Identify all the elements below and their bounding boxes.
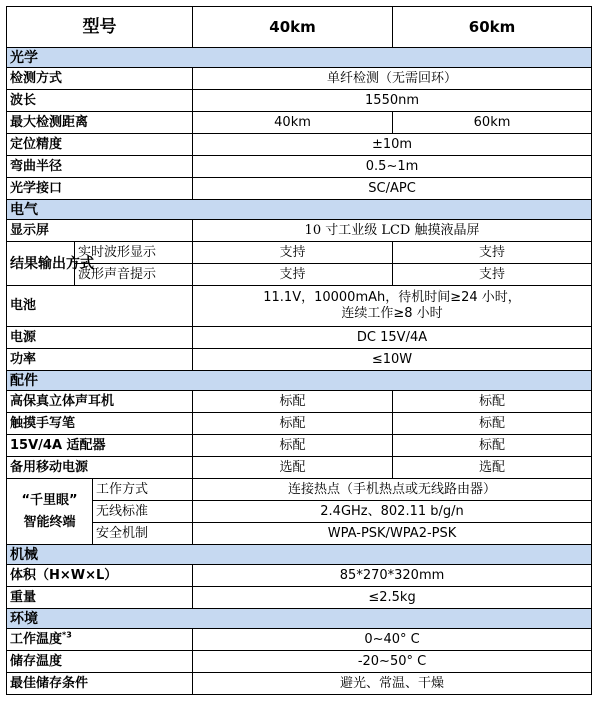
row-label: 检测方式 [7, 68, 193, 90]
row-headset [7, 391, 592, 413]
row-value: 10 寸工业级 LCD 触摸液晶屏 [193, 220, 592, 242]
operating-temp-label: 工作温度 [10, 631, 63, 647]
row-battery [7, 286, 592, 327]
row-adapter [7, 435, 592, 457]
row-volume [7, 565, 592, 587]
row-value: 单纤检测（无需回环） [193, 68, 592, 90]
row-sublabel: 无线标准 [93, 501, 193, 523]
terminal-label-line-1: “千里眼” [21, 492, 78, 508]
section-title: 电气 [7, 200, 592, 220]
row-label: 光学接口 [7, 178, 193, 200]
smart-terminal-label [7, 479, 93, 545]
spec-table [6, 6, 592, 695]
section-environment [7, 609, 592, 629]
row-value: WPA-PSK/WPA2-PSK [193, 523, 592, 545]
row-value-60km: 支持 [393, 242, 592, 264]
section-mechanical [7, 545, 592, 565]
row-value: 0~40° C [193, 629, 592, 651]
row-label: 定位精度 [7, 134, 193, 156]
section-accessories [7, 371, 592, 391]
row-security [7, 523, 592, 545]
row-power-bank [7, 457, 592, 479]
row-value: 85*270*320mm [193, 565, 592, 587]
row-terminal-mode [7, 479, 592, 501]
section-electric [7, 200, 592, 220]
row-label: 波长 [7, 90, 193, 112]
row-bend-radius [7, 156, 592, 178]
row-label: 重量 [7, 587, 193, 609]
row-label: 最大检测距离 [7, 112, 193, 134]
section-title: 机械 [7, 545, 592, 565]
row-detect-method [7, 68, 592, 90]
row-value: 0.5~1m [193, 156, 592, 178]
row-value: ≤10W [193, 349, 592, 371]
row-value: 1550nm [193, 90, 592, 112]
row-value: DC 15V/4A [193, 327, 592, 349]
terminal-label-line-2: 智能终端 [23, 514, 76, 530]
row-value: SC/APC [193, 178, 592, 200]
section-title: 配件 [7, 371, 592, 391]
section-title: 光学 [7, 48, 592, 68]
header-model: 型号 [7, 7, 193, 48]
battery-line-2: 连续工作≥8 小时 [341, 306, 443, 321]
row-operating-temp [7, 629, 592, 651]
row-value: -20~50° C [193, 651, 592, 673]
row-value [193, 286, 592, 327]
row-value-40km: 标配 [193, 391, 393, 413]
row-weight [7, 587, 592, 609]
row-value-60km: 标配 [393, 391, 592, 413]
section-optics [7, 48, 592, 68]
row-value-60km: 标配 [393, 413, 592, 435]
row-wireless-standard [7, 501, 592, 523]
row-max-distance [7, 112, 592, 134]
row-value-60km: 支持 [393, 264, 592, 286]
row-label: 触摸手写笔 [7, 413, 193, 435]
row-label: 15V/4A 适配器 [7, 435, 193, 457]
row-label: 备用移动电源 [7, 457, 193, 479]
row-label: 最佳储存条件 [7, 673, 193, 695]
row-label: 体积（H×W×L） [7, 565, 193, 587]
row-wavelength [7, 90, 592, 112]
row-label: 高保真立体声耳机 [7, 391, 193, 413]
row-realtime-waveform [7, 242, 592, 264]
row-value-40km: 支持 [193, 264, 393, 286]
row-value-40km: 标配 [193, 413, 393, 435]
row-value-60km: 60km [393, 112, 592, 134]
row-optical-port [7, 178, 592, 200]
row-value-40km: 40km [193, 112, 393, 134]
row-value-60km: 选配 [393, 457, 592, 479]
row-value-60km: 标配 [393, 435, 592, 457]
header-row [7, 7, 592, 48]
row-display [7, 220, 592, 242]
row-value: 避光、常温、干燥 [193, 673, 592, 695]
output-method-label: 结果输出方式 [7, 242, 75, 286]
row-sublabel: 安全机制 [93, 523, 193, 545]
row-label: 功率 [7, 349, 193, 371]
row-label: 储存温度 [7, 651, 193, 673]
row-label: 电源 [7, 327, 193, 349]
row-power-supply [7, 327, 592, 349]
row-value-40km: 选配 [193, 457, 393, 479]
header-col-40km: 40km [193, 7, 393, 48]
row-label: 显示屏 [7, 220, 193, 242]
row-label: 电池 [7, 286, 193, 327]
row-storage-temp [7, 651, 592, 673]
row-value: ≤2.5kg [193, 587, 592, 609]
row-stylus [7, 413, 592, 435]
header-col-60km: 60km [393, 7, 592, 48]
section-title: 环境 [7, 609, 592, 629]
row-power-consumption [7, 349, 592, 371]
row-sublabel: 实时波形显示 [75, 242, 193, 264]
row-storage-conditions [7, 673, 592, 695]
footnote-mark: *3 [62, 630, 72, 640]
row-precision [7, 134, 592, 156]
row-sublabel: 波形声音提示 [75, 264, 193, 286]
row-sublabel: 工作方式 [93, 479, 193, 501]
row-label: 弯曲半径 [7, 156, 193, 178]
row-label [7, 629, 193, 651]
row-value: 连接热点（手机热点或无线路由器） [193, 479, 592, 501]
row-value-40km: 支持 [193, 242, 393, 264]
row-waveform-sound [7, 264, 592, 286]
row-value: 2.4GHz、802.11 b/g/n [193, 501, 592, 523]
row-value: ±10m [193, 134, 592, 156]
row-value-40km: 标配 [193, 435, 393, 457]
battery-line-1: 11.1V，10000mAh，待机时间≥24 小时， [263, 290, 521, 305]
